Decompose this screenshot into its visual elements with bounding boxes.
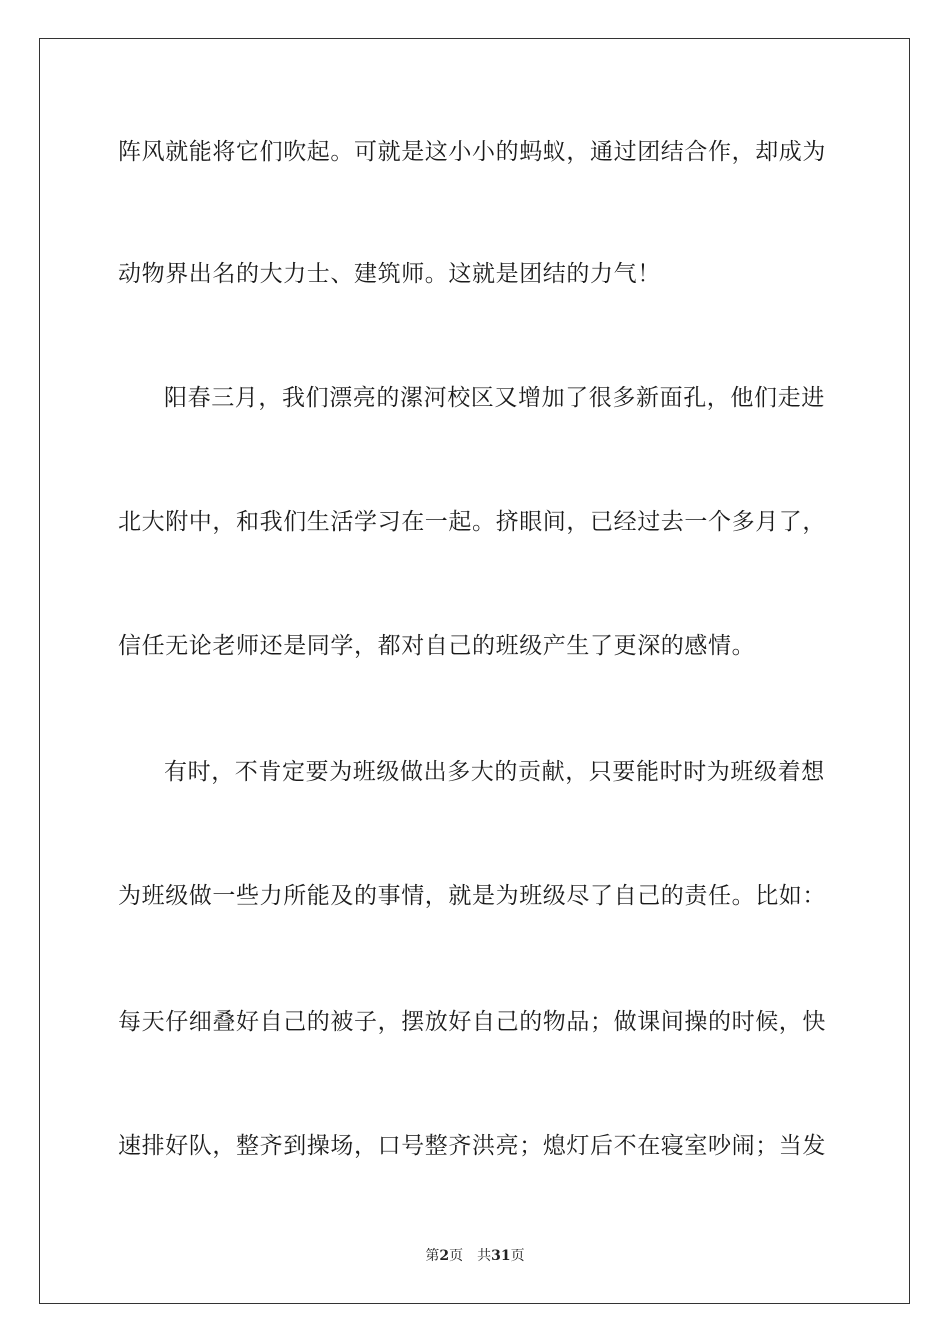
text-line-2: 动物界出名的大力士、建筑师。这就是团结的力气！ (118, 261, 661, 287)
text-line-8: 每天仔细叠好自己的被子，摆放好自己的物品；做课间操的时候，快 (118, 1009, 826, 1035)
text-line-1: 阵风就能将它们吹起。可就是这小小的蚂蚁，通过团结合作，却成为 (118, 139, 826, 165)
page-number: 2 (439, 1248, 450, 1264)
text-line-9: 速排好队，整齐到操场，口号整齐洪亮；熄灯后不在寝室吵闹；当发 (118, 1133, 826, 1159)
total-pages: 31 (491, 1248, 511, 1264)
total-suffix: 页 (510, 1248, 525, 1264)
page-prefix: 第 (425, 1248, 440, 1264)
page-suffix: 页 (449, 1248, 464, 1264)
page-footer (0, 1246, 950, 1266)
text-line-5: 信任无论老师还是同学，都对自己的班级产生了更深的感情。 (118, 633, 756, 659)
paragraph-start-line-3: 阳春三月，我们漂亮的漯河校区又增加了很多新面孔，他们走进 (164, 385, 825, 411)
paragraph-start-line-6: 有时，不肯定要为班级做出多大的贡献，只要能时时为班级着想 (164, 759, 825, 785)
text-line-7: 为班级做一些力所能及的事情，就是为班级尽了自己的责任。比如： (118, 883, 826, 909)
total-prefix: 共 (477, 1248, 492, 1264)
text-line-4: 北大附中，和我们生活学习在一起。挤眼间，已经过去一个多月了， (118, 509, 826, 535)
page-border (39, 38, 910, 1304)
